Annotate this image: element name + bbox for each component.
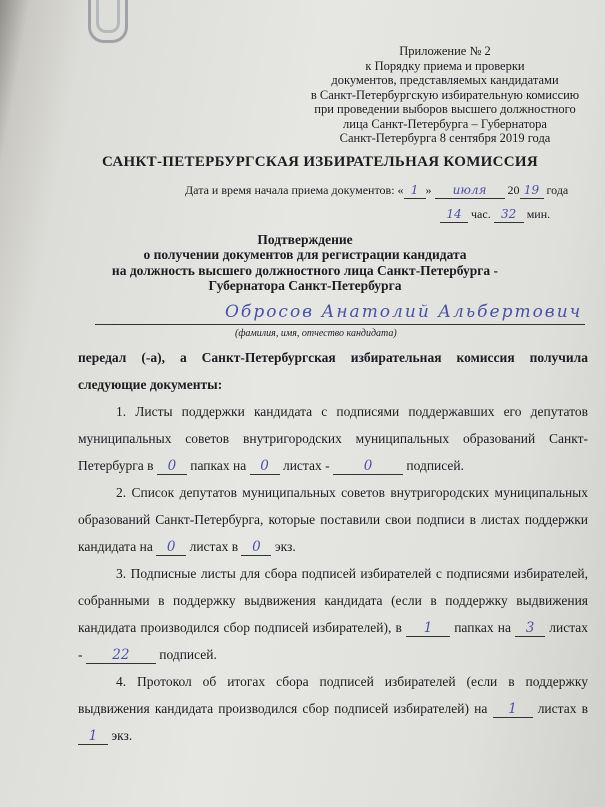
title-line: на должность высшего должностного лица Санкт-Петербурга - [111,262,499,278]
item-text: 4. Протокол об итогах сбора подписей избирателей (если в поддержку выдвижения кандидата производился сбор подписей избирателей) на [78,673,588,716]
item-text: подписей. [159,646,217,662]
item-text: экз. [111,727,133,743]
item3-signatures: 22 [86,647,156,664]
title-line: Губернатора Санкт-Петербурга [208,278,402,293]
candidate-name: Обросов Анатолий Альбертович [95,300,585,325]
item1-sheets: 0 [250,458,280,475]
title-line: Подтверждение [257,231,353,247]
date-year: 19 [520,182,544,199]
item-text: 2. Список депутатов муниципальных советов внутригородских муниципальных образований Санкт-Петербурга, которые поставили свои подписи в листах поддержки кандидата на [78,484,588,554]
appendix-line: документов, представляемых кандидатами [331,73,559,87]
date-year-suffix: года [546,182,569,197]
item-text: экз. [274,538,296,554]
appendix-line: при проведении выборов высшего должностного [314,102,576,116]
appendix-note [300,44,590,146]
item4-sheets: 1 [493,701,533,718]
time-line [440,204,605,224]
candidate-name-caption: (фамилия, имя, отчество кандидата) [235,327,397,339]
item-3 [78,560,588,668]
commission-heading: САНКТ-ПЕТЕРБУРГСКАЯ ИЗБИРАТЕЛЬНАЯ КОМИССИЯ [101,153,538,170]
document-title [60,232,550,294]
date-quote: » [425,182,432,197]
appendix-line: в Санкт-Петербургскую избирательную комиссию [310,87,580,102]
date-month: июля [435,182,505,199]
date-year-prefix: 20 [507,182,520,197]
item-text: листах - [282,457,330,473]
document-body [78,344,588,749]
item-text: папках на [190,457,247,473]
item3-sheets: 3 [515,620,545,637]
date-label: Дата и время начала приема документов: « [185,182,404,197]
appendix-line: Санкт-Петербурга 8 сентября 2019 года [339,131,551,145]
item-text: листах в [189,538,239,554]
lead-text: передал (-а), а Санкт-Петербургская избирательная комиссия получила следующие документы: [78,349,588,392]
item1-folders: 0 [157,458,187,475]
item-1 [78,398,588,479]
item1-signatures: 0 [333,458,403,475]
item4-copies: 1 [78,728,108,745]
item2-sheets: 0 [156,539,186,556]
time-minute: 32 [494,206,524,223]
item-text: 1. Листы поддержки кандидата с подписями поддержавших его депутатов муниципальных советов внутригородских муниципальных образований Санкт-Петербурга в [78,403,588,473]
appendix-line: лица Санкт-Петербурга – Губернатора [343,116,547,131]
item-text: 3. Подписные листы для сбора подписей избирателей с подписями избирателей, собранными в поддержку выдвижения кандидата (если в поддержку выдвижения кандидата производился сбор подписей избирателей), в [78,565,588,635]
date-line [185,180,605,200]
item-text: подписей. [406,457,465,473]
date-day: 1 [404,182,426,199]
item-text: листах в [537,700,588,716]
item2-copies: 0 [241,539,271,556]
title-line: о получении документов для регистрации кандидата [143,247,467,262]
time-hour: 14 [440,206,468,223]
item-text: листах - [78,619,589,662]
item-text: папках на [454,619,511,635]
appendix-line: Приложение № 2 [399,44,491,58]
minute-label: мин. [526,206,551,221]
item3-folders: 1 [406,620,450,637]
item-2 [78,479,588,560]
item-4 [78,668,588,749]
appendix-line: к Порядку приема и проверки [365,58,525,73]
hour-label: час. [471,206,491,221]
